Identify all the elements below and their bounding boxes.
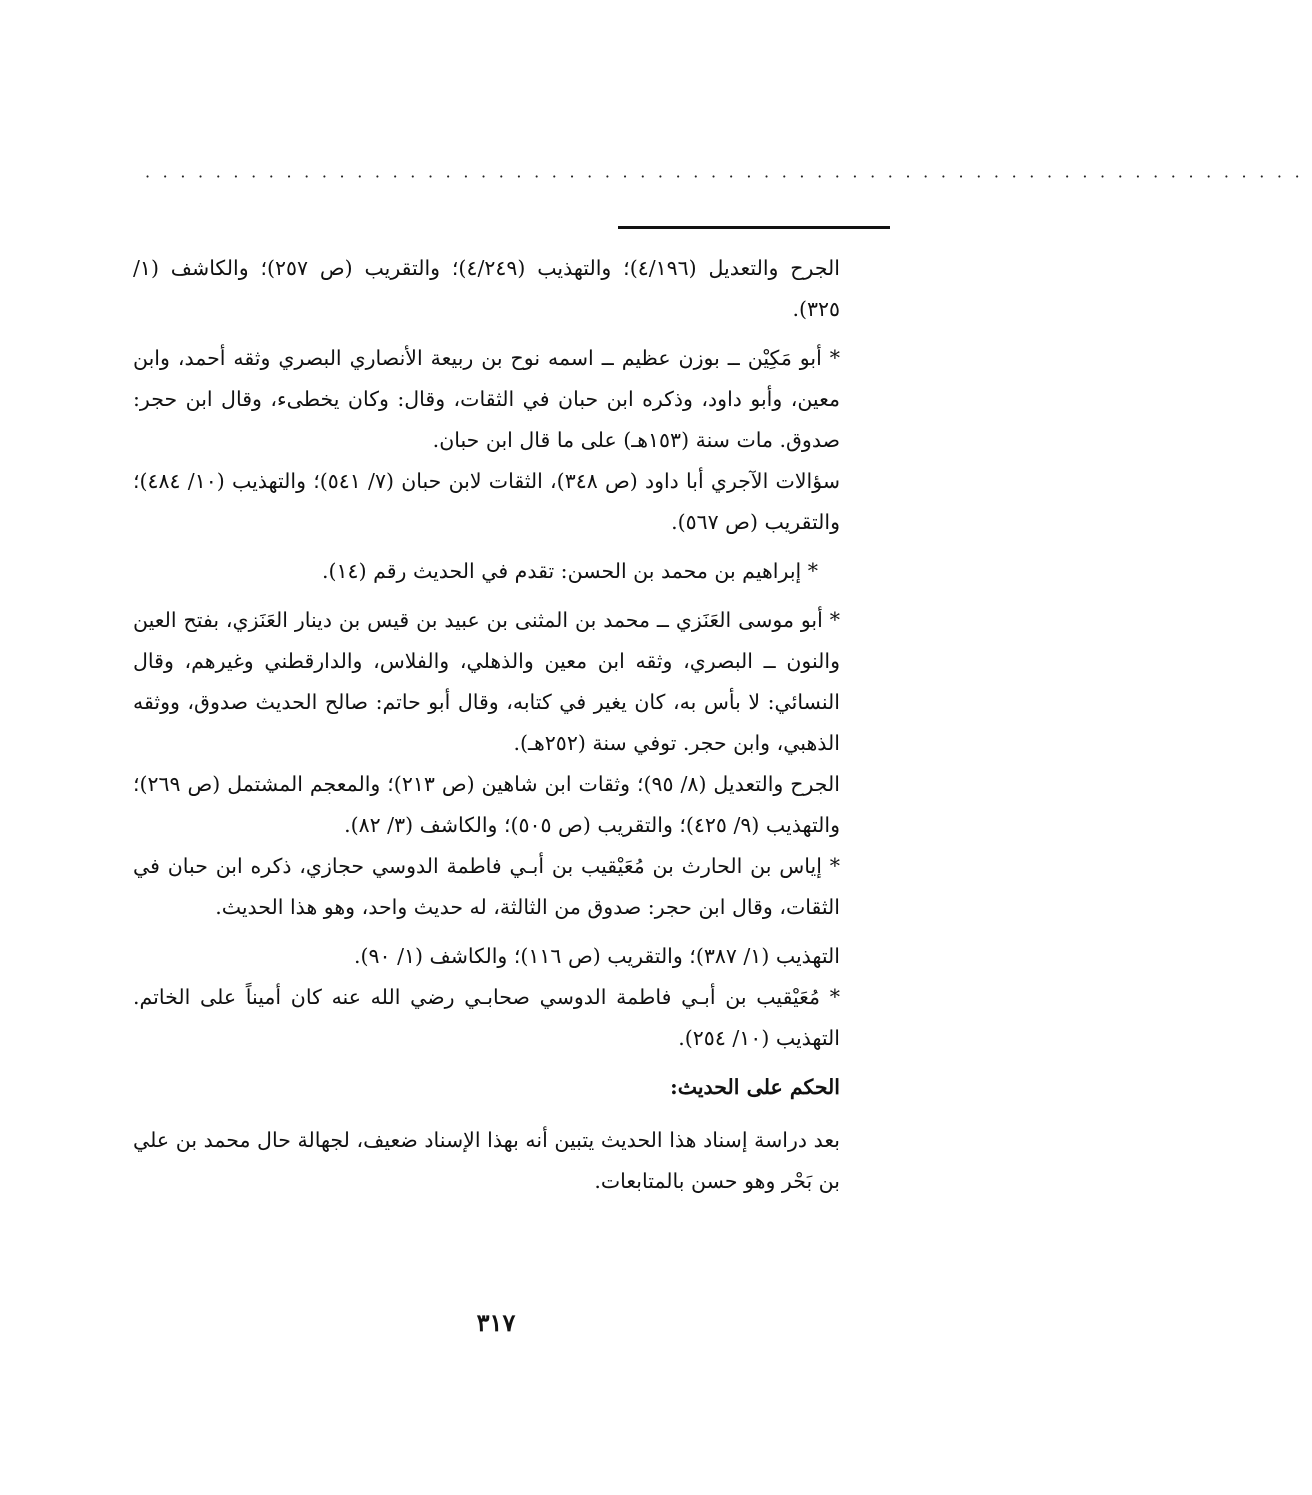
citation-paragraph: سؤالات الآجري أبا داود (ص ٣٤٨)، الثقات لابن حبان (٧/ ٥٤١)؛ والتهذيب (١٠/ ٤٨٤)؛ والتقريب (ص ٥٦٧). — [133, 469, 840, 534]
footnote-separator-dots: ·································································· — [145, 167, 1312, 186]
footnote-rule — [618, 226, 890, 229]
verdict-paragraph: بعد دراسة إسناد هذا الحديث يتبين أنه بهذا الإسناد ضعيف، لجهالة حال محمد بن علي بن بَحْر وهو حسن بالمتابعات. — [133, 1128, 840, 1193]
narrator-entry-muayqib: * مُعَيْقيب بن أبـي فاطمة الدوسي صحابـي رضي الله عنه كان أميناً على الخاتم. التهذيب (١٠/ ٢٥٤). — [133, 985, 840, 1050]
narrator-entry-ibrahim: * إبراهيم بن محمد بن الحسن: تقدم في الحديث رقم (١٤). — [322, 559, 818, 583]
citation-paragraph: الجرح والتعديل (٨/ ٩٥)؛ وثقات ابن شاهين (ص ٢١٣)؛ والمعجم المشتمل (ص ٢٦٩)؛ والتهذيب (٩/ ٤٢٥)؛ والتقريب (ص ٥٠٥)؛ والكاشف (٣/ ٨٢). — [133, 772, 840, 837]
section-heading: الحكم على الحديث: — [670, 1075, 840, 1099]
citation-paragraph: التهذيب (١/ ٣٨٧)؛ والتقريب (ص ١١٦)؛ والكاشف (١/ ٩٠). — [354, 944, 840, 968]
narrator-entry-abu-makin: * أبو مَكِيْن ــ بوزن عظيم ــ اسمه نوح بن ربيعة الأنصاري البصري وثقه أحمد، وابن معين، وأبو داود، وذكره ابن حبان في الثقات، وقال: وكان يخطىء، وقال ابن حجر: صدوق. مات سنة (١٥٣هـ) على ما قال ابن حبان. — [133, 346, 840, 452]
narrator-entry-iyas: * إياس بن الحارث بن مُعَيْقيب بن أبـي فاطمة الدوسي حجازي، ذكره ابن حبان في الثقات، وقال ابن حجر: صدوق من الثالثة، له حديث واحد، وهو هذا الحديث. — [133, 854, 840, 919]
narrator-entry-abu-musa: * أبو موسى العَنَزي ــ محمد بن المثنى بن عبيد بن قيس بن دينار العَنَزي، بفتح العين والنون ــ البصري، وثقه ابن معين والذهلي، والفلاس، والدارقطني وغيرهم، وقال النسائي: لا بأس به، كان يغير في كتابه، وقال أبو حاتم: صالح الحديث صدوق، ووثقه الذهبي، وابن حجر. توفي سنة (٢٥٢هـ). — [133, 608, 840, 755]
citation-paragraph: الجرح والتعديل (٤/١٩٦)؛ والتهذيب (٤/٢٤٩)؛ والتقريب (ص ٢٥٧)؛ والكاشف (١/ ٣٢٥). — [133, 256, 840, 321]
footnote-body — [133, 248, 840, 1202]
page-number: ٣١٧ — [476, 1308, 516, 1337]
